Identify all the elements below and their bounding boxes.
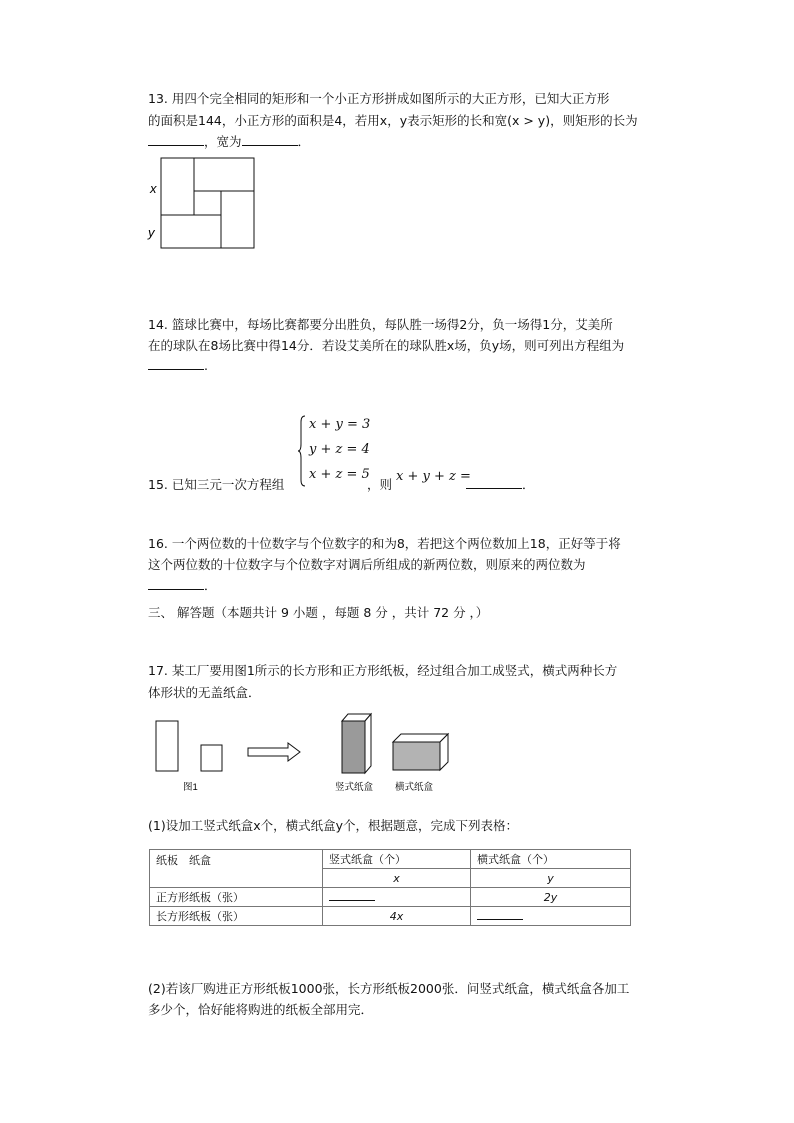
q15-end: ． [522,477,535,492]
q13-blank-width [242,133,298,146]
table-cell-4x: 4x [323,907,471,926]
q15-prefix: 15. 已知三元一次方程组 [148,477,285,492]
q13-line3 [148,133,310,151]
q15-expr: x + y + z = [396,469,471,484]
vertical-box-label: 竖式纸盒 [335,782,374,793]
table-row [150,850,631,869]
table-cell-2y: 2y [471,888,631,907]
table-header-horizontal: 横式纸盒（个） [471,850,631,869]
q17-part1: (1)设加工竖式纸盒x个，横式纸盒y个，根据题意，完成下列表格： [148,818,519,833]
table-row-rect-label: 长方形纸板（张） [150,907,323,926]
q15-then: ，则 [367,477,393,492]
q16-line1: 16. 一个两位数的十位数字与个位数字的和为8，若把这个两位数加上18，正好等于将 [148,536,621,551]
q17-part2-line2: 多少个，恰好能将购进的纸板全部用完． [148,1002,374,1017]
table-row [150,888,631,907]
section3-title: 三、 解答题（本题共计 9 小题 ，每题 8 分 ，共计 72 分 ，） [148,605,489,620]
q15-eq1: x + y = 3 [309,417,371,432]
table-blank-square-vertical [329,890,375,901]
q17-figure [150,708,460,800]
q14-end: . [204,358,208,373]
q13-line1: 13. 用四个完全相同的矩形和一个小正方形拼成如图所示的大正方形，已知大正方形 [148,91,610,106]
table-cell-x: x [323,869,471,888]
q16-line3 [148,577,217,595]
q16-line2: 这个两位数的十位数字与个位数字对调后所组成的新两位数，则原来的两位数为 [148,557,586,572]
fig1-label: 图1 [183,782,198,793]
q17-table [149,849,631,926]
table-cell-y: y [471,869,631,888]
q15-eq2: y + z = 4 [309,442,370,457]
q13-square-figure [143,155,263,253]
q13-end: ． [297,134,311,149]
q15-blank [466,476,522,489]
square-board-shape [201,745,222,771]
q15-eq3: x + z = 5 [309,467,370,482]
q15-answer [466,476,535,494]
q17-line1: 17. 某工厂要用图1所示的长方形和正方形纸板，经过组合加工成竖式，横式两种长方 [148,663,618,678]
table-row [150,907,631,926]
q14-blank [148,357,204,370]
q14-line1: 14. 篮球比赛中，每场比赛都要分出胜负，每队胜一场得2分，负一场得1分，艾美所 [148,317,613,332]
table-header-corner: 纸板 纸盒 [150,850,323,888]
q13-line2: 的面积是144，小正方形的面积是4，若用x，y表示矩形的长和宽(x > y)，则矩形的长为 [148,113,638,128]
q16-end: ． [204,578,217,593]
q13-width-label: ，宽为 [204,134,242,149]
table-cell-rect-horizontal [471,907,631,926]
q14-line3 [148,357,208,375]
q13-blank-length [148,133,204,146]
table-blank-rect-horizontal [477,909,523,920]
q13-label-x: x [150,181,157,196]
table-row-square-label: 正方形纸板（张） [150,888,323,907]
horizontal-box-shape [393,742,440,770]
q15-brace [297,414,307,488]
q16-blank [148,577,204,590]
q13-label-y: y [148,225,155,240]
q17-part2-line1: (2)若该厂购进正方形纸板1000张，长方形纸板2000张．问竖式纸盒，横式纸盒各加工 [148,981,630,996]
arrow-right-icon [248,743,300,761]
vertical-box-shape [342,721,365,773]
table-header-vertical: 竖式纸盒（个） [323,850,471,869]
rectangle-board-shape [156,721,178,771]
horizontal-box-label: 横式纸盒 [395,782,434,793]
table-cell-square-vertical [323,888,471,907]
q14-line2: 在的球队在8场比赛中得14分．若设艾美所在的球队胜x场，负y场，则可列出方程组为 [148,338,625,353]
q17-line2: 体形状的无盖纸盒． [148,685,261,700]
